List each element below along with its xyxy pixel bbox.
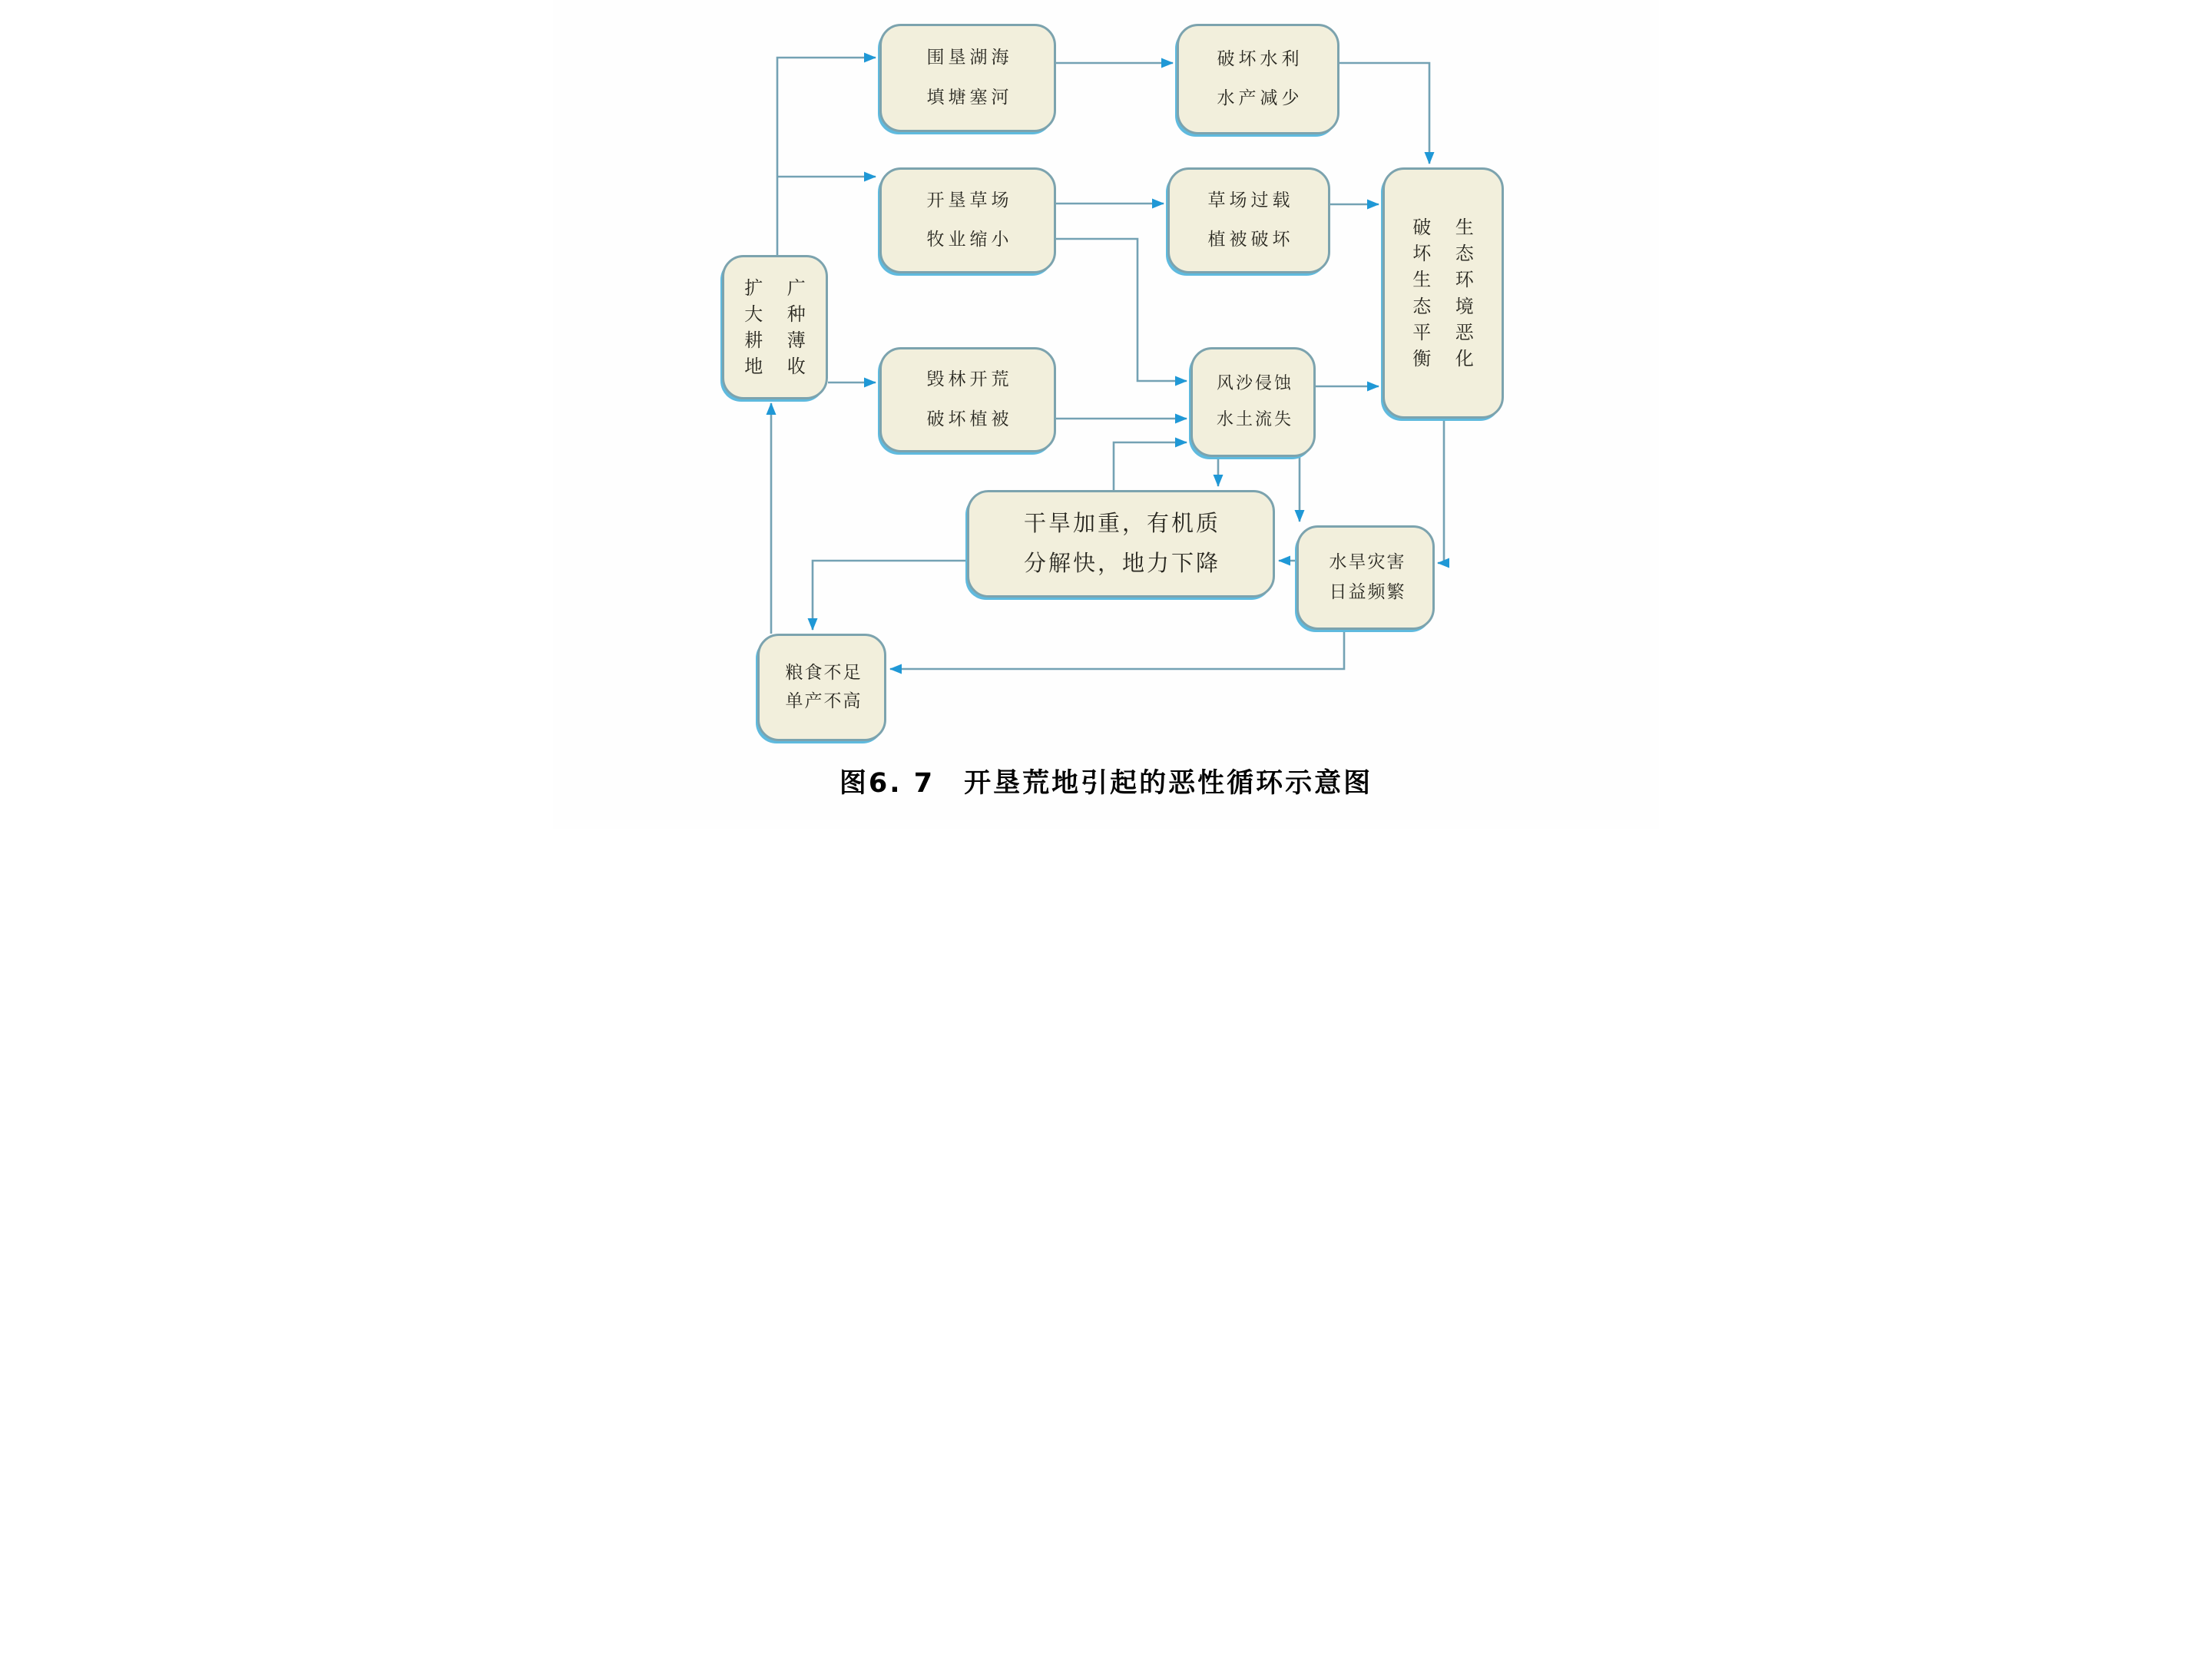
connector-kaiken-to-fengsha	[1056, 239, 1187, 381]
connector-pohuai-to-shengtai	[1339, 63, 1429, 164]
node-text-line: 破坏植被	[926, 409, 1013, 429]
node-text-line: 水旱灾害	[1329, 551, 1406, 572]
node-text-line: 单产不高	[785, 691, 863, 711]
node-text-line: 开垦草场	[926, 190, 1013, 210]
connector-shuihan-to-liangshi	[890, 630, 1344, 669]
node-text-column: 扩大耕地	[744, 276, 763, 378]
node-text-column: 广种薄收	[786, 276, 806, 378]
connector-kuoda-to-weiken	[777, 58, 876, 255]
node-weiken-huhai	[879, 24, 1056, 132]
node-text-line: 牧业缩小	[926, 230, 1013, 250]
node-liangshi-buzu	[757, 634, 886, 741]
connector-ganhan-to-liangshi	[813, 561, 967, 630]
node-text-line: 水土流失	[1216, 409, 1293, 429]
node-text-column: 破坏生态平衡	[1412, 217, 1432, 369]
node-shengtai-pingheng	[1382, 167, 1504, 419]
node-kuoda-gengdi	[722, 255, 828, 399]
node-text-line: 风沙侵蚀	[1216, 374, 1293, 394]
node-text-line: 破坏水利	[1217, 48, 1303, 69]
node-fengsha-qinshi	[1190, 347, 1316, 457]
node-text-line: 填塘塞河	[926, 87, 1013, 108]
node-text-line: 干旱加重，有机质	[1023, 510, 1220, 537]
node-huilin-kaihuang	[879, 347, 1056, 452]
node-text-line: 草场过载	[1207, 190, 1294, 210]
node-shuihan-zaihai	[1296, 525, 1435, 630]
connector-shengtai-to-shuihan	[1438, 419, 1444, 563]
node-text-line: 分解快，地力下降	[1023, 550, 1220, 576]
node-text-column: 生态环境恶化	[1455, 217, 1474, 369]
node-text-line: 粮食不足	[785, 662, 863, 683]
node-text-line: 日益频繁	[1329, 582, 1406, 602]
node-kaiken-caochang	[879, 167, 1056, 273]
node-text-line: 植被破坏	[1207, 230, 1294, 250]
node-text-line: 毁林开荒	[926, 369, 1013, 390]
node-pohuai-shuili	[1177, 24, 1339, 134]
node-text-line: 围垦湖海	[926, 48, 1013, 68]
figure-caption: 图6. 7 开垦荒地引起的恶性循环示意图	[839, 768, 1373, 799]
node-ganhan-jiazhong	[967, 490, 1275, 598]
connector-ganhan-to-fengsha	[1114, 442, 1187, 490]
node-text-line: 水产减少	[1217, 88, 1303, 108]
diagram-canvas	[553, 0, 1659, 830]
node-caochang-guozai	[1167, 167, 1330, 273]
